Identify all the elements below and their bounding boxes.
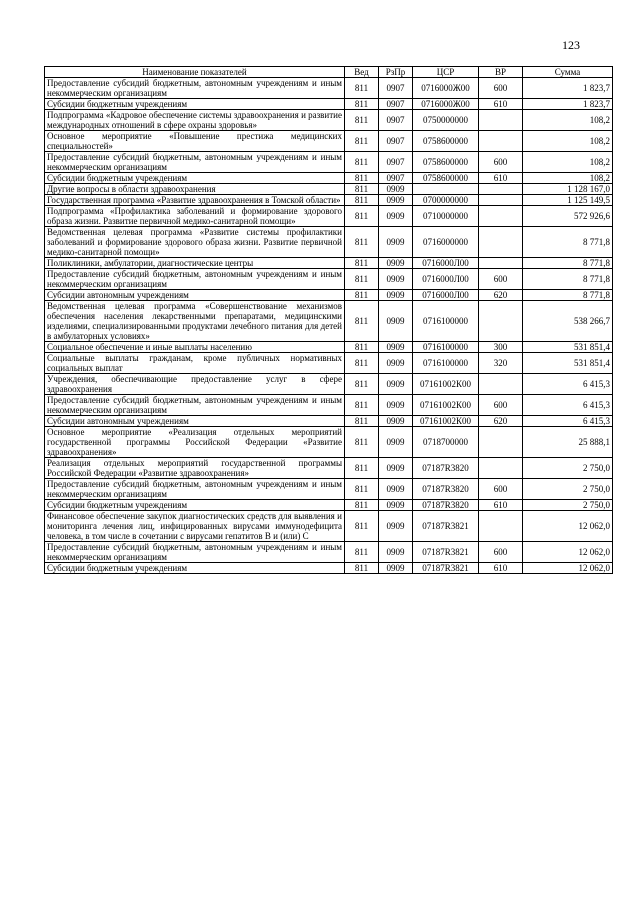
cell-rzpr: 0909	[379, 374, 413, 395]
cell-ved: 811	[345, 479, 379, 500]
cell-vr	[479, 458, 523, 479]
cell-csr: 0716000Л00	[413, 290, 479, 301]
cell-sum: 538 266,7	[523, 301, 613, 342]
cell-ved: 811	[345, 511, 379, 542]
table-row	[45, 290, 613, 301]
cell-rzpr: 0909	[379, 353, 413, 374]
table-row	[45, 374, 613, 395]
cell-sum: 572 926,6	[523, 206, 613, 227]
cell-sum: 8 771,8	[523, 258, 613, 269]
cell-sum: 12 062,0	[523, 542, 613, 563]
cell-ved: 811	[345, 110, 379, 131]
cell-rzpr: 0909	[379, 479, 413, 500]
cell-name: Основное мероприятие «Повышение престижа медицинских специальностей»	[45, 131, 345, 152]
cell-name: Ведомственная целевая программа «Развитие системы профилактики заболеваний и формирование здорового образа жизни. Развитие первичной медико-санитарной помощи»	[45, 227, 345, 258]
cell-rzpr: 0909	[379, 184, 413, 195]
table-row	[45, 152, 613, 173]
cell-csr: 07187R3820	[413, 479, 479, 500]
cell-vr: 620	[479, 416, 523, 427]
header-ved: Вед	[345, 67, 379, 78]
cell-vr	[479, 258, 523, 269]
cell-name: Субсидии автономным учреждениям	[45, 290, 345, 301]
cell-vr: 610	[479, 99, 523, 110]
cell-csr: 0758600000	[413, 173, 479, 184]
table-row	[45, 458, 613, 479]
cell-vr: 600	[479, 269, 523, 290]
cell-csr	[413, 184, 479, 195]
cell-vr: 600	[479, 395, 523, 416]
cell-sum: 8 771,8	[523, 290, 613, 301]
cell-vr	[479, 227, 523, 258]
table-row	[45, 184, 613, 195]
cell-csr: 07187R3821	[413, 511, 479, 542]
cell-rzpr: 0909	[379, 458, 413, 479]
cell-ved: 811	[345, 173, 379, 184]
cell-vr	[479, 301, 523, 342]
cell-rzpr: 0909	[379, 416, 413, 427]
cell-csr: 0716100000	[413, 342, 479, 353]
cell-vr	[479, 131, 523, 152]
cell-ved: 811	[345, 427, 379, 458]
cell-rzpr: 0909	[379, 511, 413, 542]
cell-name: Субсидии бюджетным учреждениям	[45, 99, 345, 110]
cell-ved: 811	[345, 152, 379, 173]
cell-name: Предоставление субсидий бюджетным, автономным учреждениям и иным некоммерческим организациям	[45, 269, 345, 290]
cell-sum: 1 823,7	[523, 78, 613, 99]
cell-rzpr: 0907	[379, 131, 413, 152]
table-row	[45, 206, 613, 227]
table-row	[45, 479, 613, 500]
cell-name: Основное мероприятие «Реализация отдельных мероприятий государственной программы Российской Федерации «Развитие здравоохранения»	[45, 427, 345, 458]
cell-vr	[479, 511, 523, 542]
table-row	[45, 395, 613, 416]
cell-rzpr: 0909	[379, 258, 413, 269]
cell-name: Государственная программа «Развитие здравоохранения в Томской области»	[45, 195, 345, 206]
cell-ved: 811	[345, 78, 379, 99]
cell-csr: 0716100000	[413, 353, 479, 374]
table-row	[45, 78, 613, 99]
cell-sum: 6 415,3	[523, 395, 613, 416]
cell-ved: 811	[345, 290, 379, 301]
cell-sum: 108,2	[523, 152, 613, 173]
cell-rzpr: 0907	[379, 173, 413, 184]
cell-csr: 0758600000	[413, 131, 479, 152]
table-row	[45, 110, 613, 131]
cell-rzpr: 0909	[379, 290, 413, 301]
cell-csr: 07161002К00	[413, 395, 479, 416]
table-row	[45, 258, 613, 269]
cell-rzpr: 0907	[379, 78, 413, 99]
cell-sum: 2 750,0	[523, 458, 613, 479]
cell-ved: 811	[345, 458, 379, 479]
cell-csr: 07187R3820	[413, 458, 479, 479]
cell-rzpr: 0909	[379, 542, 413, 563]
cell-name: Предоставление субсидий бюджетным, автономным учреждениям и иным некоммерческим организациям	[45, 479, 345, 500]
cell-sum: 6 415,3	[523, 374, 613, 395]
cell-sum: 2 750,0	[523, 479, 613, 500]
cell-ved: 811	[345, 99, 379, 110]
cell-vr: 600	[479, 78, 523, 99]
cell-csr: 07187R3821	[413, 542, 479, 563]
cell-ved: 811	[345, 416, 379, 427]
table-row	[45, 195, 613, 206]
cell-sum: 1 125 149,5	[523, 195, 613, 206]
cell-ved: 811	[345, 395, 379, 416]
cell-name: Предоставление субсидий бюджетным, автономным учреждениям и иным некоммерческим организациям	[45, 542, 345, 563]
cell-rzpr: 0909	[379, 301, 413, 342]
cell-name: Подпрограмма «Профилактика заболеваний и формирование здорового образа жизни. Развитие первичной медико-санитарной помощи»	[45, 206, 345, 227]
cell-rzpr: 0909	[379, 395, 413, 416]
cell-csr: 07161002К00	[413, 374, 479, 395]
cell-vr: 610	[479, 500, 523, 511]
cell-rzpr: 0909	[379, 563, 413, 574]
cell-ved: 811	[345, 342, 379, 353]
header-csr: ЦСР	[413, 67, 479, 78]
cell-rzpr: 0907	[379, 110, 413, 131]
cell-csr: 0700000000	[413, 195, 479, 206]
cell-csr: 0716000Ж00	[413, 99, 479, 110]
cell-ved: 811	[345, 131, 379, 152]
cell-ved: 811	[345, 206, 379, 227]
cell-name: Субсидии бюджетным учреждениям	[45, 500, 345, 511]
cell-ved: 811	[345, 374, 379, 395]
cell-vr: 600	[479, 542, 523, 563]
cell-sum: 108,2	[523, 131, 613, 152]
table-row	[45, 269, 613, 290]
cell-vr: 620	[479, 290, 523, 301]
table-body	[45, 78, 613, 574]
cell-name: Подпрограмма «Кадровое обеспечение системы здравоохранения и развитие международных отношений в сфере охраны здоровья»	[45, 110, 345, 131]
table-row	[45, 511, 613, 542]
cell-csr: 0716000Ж00	[413, 78, 479, 99]
cell-sum: 1 823,7	[523, 99, 613, 110]
cell-ved: 811	[345, 195, 379, 206]
cell-name: Финансовое обеспечение закупок диагностических средств для выявления и мониторинга лечения лиц, инфицированных вирусами иммунодефицита человека, в том числе в сочетании с вирусами гепатитов В и (или) С	[45, 511, 345, 542]
cell-vr	[479, 427, 523, 458]
cell-sum: 531 851,4	[523, 342, 613, 353]
cell-name: Субсидии автономным учреждениям	[45, 416, 345, 427]
cell-csr: 0716000Л00	[413, 269, 479, 290]
cell-sum: 2 750,0	[523, 500, 613, 511]
cell-csr: 07187R3821	[413, 563, 479, 574]
cell-csr: 0750000000	[413, 110, 479, 131]
cell-name: Реализация отдельных мероприятий государственной программы Российской Федерации «Развитие здравоохранения»	[45, 458, 345, 479]
header-rzpr: РзПр	[379, 67, 413, 78]
cell-name: Поликлиники, амбулатории, диагностические центры	[45, 258, 345, 269]
table-row	[45, 427, 613, 458]
header-vr: ВР	[479, 67, 523, 78]
cell-name: Учреждения, обеспечивающие предоставление услуг в сфере здравоохранения	[45, 374, 345, 395]
cell-name: Другие вопросы в области здравоохранения	[45, 184, 345, 195]
cell-sum: 6 415,3	[523, 416, 613, 427]
cell-sum: 108,2	[523, 110, 613, 131]
cell-sum: 8 771,8	[523, 227, 613, 258]
cell-rzpr: 0909	[379, 195, 413, 206]
cell-ved: 811	[345, 269, 379, 290]
cell-vr: 320	[479, 353, 523, 374]
cell-vr: 610	[479, 173, 523, 184]
page-number: 123	[562, 38, 580, 52]
table-row	[45, 416, 613, 427]
cell-vr: 600	[479, 152, 523, 173]
table-header-row	[45, 67, 613, 78]
cell-vr: 600	[479, 479, 523, 500]
cell-vr	[479, 206, 523, 227]
cell-csr: 07161002К00	[413, 416, 479, 427]
cell-name: Субсидии бюджетным учреждениям	[45, 173, 345, 184]
table-row	[45, 342, 613, 353]
cell-name: Предоставление субсидий бюджетным, автономным учреждениям и иным некоммерческим организациям	[45, 78, 345, 99]
cell-sum: 8 771,8	[523, 269, 613, 290]
table-row	[45, 301, 613, 342]
cell-name: Социальные выплаты гражданам, кроме публичных нормативных социальных выплат	[45, 353, 345, 374]
cell-vr: 610	[479, 563, 523, 574]
cell-ved: 811	[345, 542, 379, 563]
cell-vr	[479, 195, 523, 206]
cell-ved: 811	[345, 563, 379, 574]
cell-ved: 811	[345, 500, 379, 511]
cell-name: Ведомственная целевая программа «Совершенствование механизмов обеспечения населения лекарственными препаратами, медицинскими изделиями, специализированными продуктами лечебного питания для детей в амбулаторных условиях»	[45, 301, 345, 342]
cell-vr	[479, 110, 523, 131]
cell-rzpr: 0909	[379, 500, 413, 511]
header-sum: Сумма	[523, 67, 613, 78]
cell-vr	[479, 374, 523, 395]
cell-rzpr: 0909	[379, 206, 413, 227]
cell-csr: 0718700000	[413, 427, 479, 458]
cell-sum: 1 128 167,0	[523, 184, 613, 195]
cell-csr: 0716000Л00	[413, 258, 479, 269]
cell-csr: 0716100000	[413, 301, 479, 342]
cell-vr	[479, 184, 523, 195]
cell-sum: 108,2	[523, 173, 613, 184]
cell-rzpr: 0909	[379, 227, 413, 258]
cell-rzpr: 0909	[379, 269, 413, 290]
budget-table	[44, 66, 613, 574]
cell-name: Социальное обеспечение и иные выплаты населению	[45, 342, 345, 353]
cell-rzpr: 0909	[379, 342, 413, 353]
cell-ved: 811	[345, 258, 379, 269]
table-row	[45, 542, 613, 563]
cell-rzpr: 0907	[379, 152, 413, 173]
cell-ved: 811	[345, 353, 379, 374]
cell-name: Предоставление субсидий бюджетным, автономным учреждениям и иным некоммерческим организациям	[45, 395, 345, 416]
header-name: Наименование показателей	[45, 67, 345, 78]
cell-sum: 25 888,1	[523, 427, 613, 458]
table-row	[45, 131, 613, 152]
cell-csr: 0716000000	[413, 227, 479, 258]
table-row	[45, 227, 613, 258]
cell-ved: 811	[345, 301, 379, 342]
cell-vr: 300	[479, 342, 523, 353]
cell-csr: 0758600000	[413, 152, 479, 173]
cell-rzpr: 0907	[379, 99, 413, 110]
cell-sum: 531 851,4	[523, 353, 613, 374]
table-row	[45, 353, 613, 374]
cell-csr: 07187R3820	[413, 500, 479, 511]
cell-sum: 12 062,0	[523, 563, 613, 574]
cell-csr: 0710000000	[413, 206, 479, 227]
cell-name: Субсидии бюджетным учреждениям	[45, 563, 345, 574]
table-row	[45, 500, 613, 511]
cell-name: Предоставление субсидий бюджетным, автономным учреждениям и иным некоммерческим организациям	[45, 152, 345, 173]
cell-sum: 12 062,0	[523, 511, 613, 542]
cell-rzpr: 0909	[379, 427, 413, 458]
cell-ved: 811	[345, 227, 379, 258]
cell-ved: 811	[345, 184, 379, 195]
table-row	[45, 99, 613, 110]
table-row	[45, 173, 613, 184]
table-row	[45, 563, 613, 574]
